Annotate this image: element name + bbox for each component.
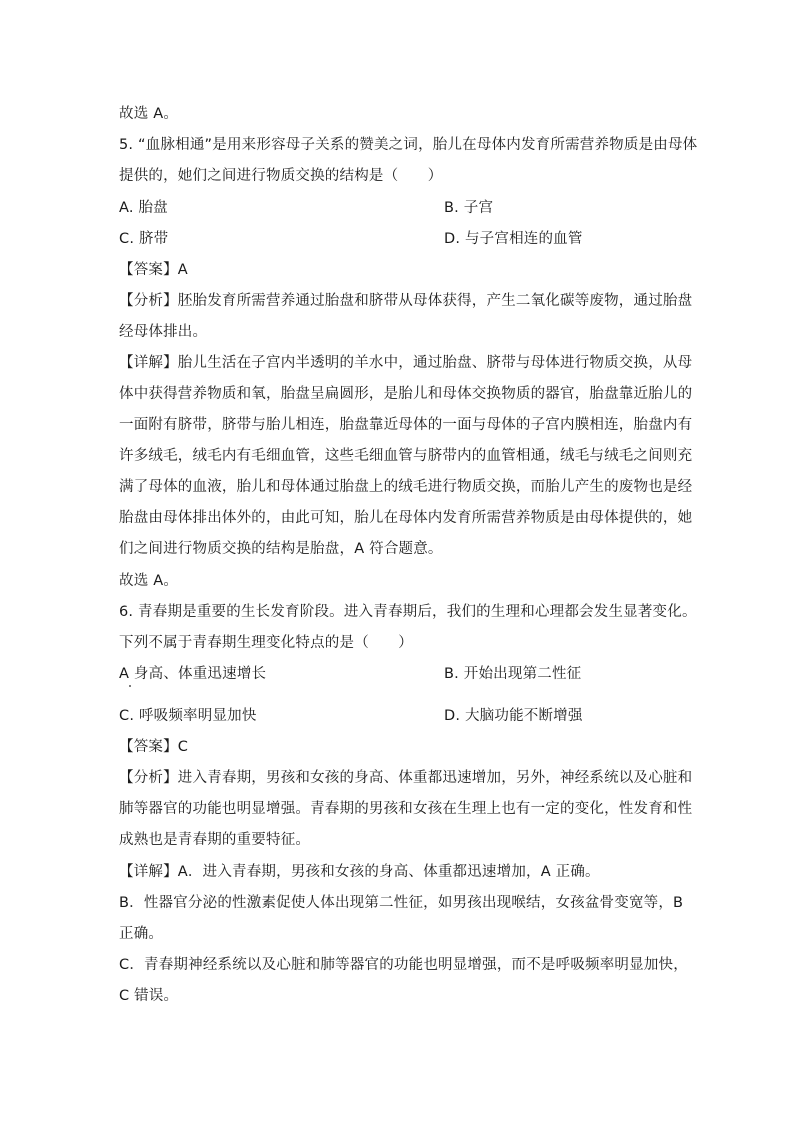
analysis-text: 【分析】胚胎发育所需营养通过胎盘和脐带从母体获得，产生二氧化碳等废物，通过胎盘	[119, 293, 693, 309]
analysis-text: 成熟也是青春期的重要特征。	[119, 832, 311, 848]
explanation-text: 体中获得营养物质和氧，胎盘呈扁圆形，是胎儿和母体交换物质的器官，胎盘靠近胎儿的	[119, 386, 693, 402]
q5-option-c: C. 脐带	[119, 231, 169, 247]
question-6-stem: 6. 青春期是重要的生长发育阶段。进入青春期后，我们的生理和心理都会发生显著变化。	[119, 604, 697, 620]
explanation-text: 正确。	[119, 926, 164, 942]
analysis-text: 【分析】进入青春期，男孩和女孩的身高、体重都迅速增加，另外，神经系统以及心脏和	[119, 770, 693, 786]
answer-label: 【答案】A	[119, 262, 188, 278]
text-line: 故选 A。	[119, 573, 179, 589]
question-5-stem: 5. “血脉相通”是用来形容母子关系的赞美之词，胎儿在母体内发育所需营养物质是由母体	[119, 137, 698, 153]
q5-option-b: B. 子宫	[444, 200, 494, 216]
question-5-stem: 提供的，她们之间进行物质交换的结构是（ ）	[119, 168, 443, 184]
explanation-text: 【详解】A．进入青春期，男孩和女孩的身高、体重都迅速增加，A 正确。	[119, 864, 600, 880]
q5-option-d: D. 与子宫相连的血管	[444, 231, 583, 247]
question-6-stem: 下列不属于青春期生理变化特点的是（ ）	[119, 635, 413, 651]
stray-dot	[129, 685, 131, 687]
explanation-text: 满了母体的血液，胎儿和母体通过胎盘上的绒毛进行物质交换，而胎儿产生的废物也是经	[119, 479, 693, 495]
explanation-text: 们之间进行物质交换的结构是胎盘，A 符合题意。	[119, 541, 443, 557]
explanation-text: 一面附有脐带，脐带与胎儿相连，胎盘靠近母体的一面与母体的子宫内膜相连，胎盘内有	[119, 417, 693, 433]
q6-option-b: B. 开始出现第二性征	[444, 666, 582, 682]
explanation-text: 许多绒毛，绒毛内有毛细血管，这些毛细血管与脐带内的血管相通，绒毛与绒毛之间则充	[119, 448, 693, 464]
analysis-text: 经母体排出。	[119, 324, 208, 340]
answer-label: 【答案】C	[119, 739, 189, 755]
explanation-text: 胎盘由母体排出体外的，由此可知，胎儿在母体内发育所需营养物质是由母体提供的，她	[119, 510, 693, 526]
q6-option-d: D. 大脑功能不断增强	[444, 708, 583, 724]
q6-option-a: A 身高、体重迅速增长	[119, 666, 267, 682]
q5-option-a: A. 胎盘	[119, 200, 168, 216]
explanation-text: 【详解】胎儿生活在子宫内半透明的羊水中，通过胎盘、脐带与母体进行物质交换，从母	[119, 355, 693, 371]
explanation-text: C 错误。	[119, 988, 179, 1004]
q6-option-c: C. 呼吸频率明显加快	[119, 708, 257, 724]
analysis-text: 肺等器官的功能也明显增强。青春期的男孩和女孩在生理上也有一定的变化，性发育和性	[119, 801, 693, 817]
explanation-text: B．性器官分泌的性激素促使人体出现第二性征，如男孩出现喉结，女孩盆骨变宽等，B	[119, 895, 684, 911]
explanation-text: C．青春期神经系统以及心脏和肺等器官的功能也明显增强，而不是呼吸频率明显加快，	[119, 957, 688, 973]
text-line: 故选 A。	[119, 106, 179, 122]
